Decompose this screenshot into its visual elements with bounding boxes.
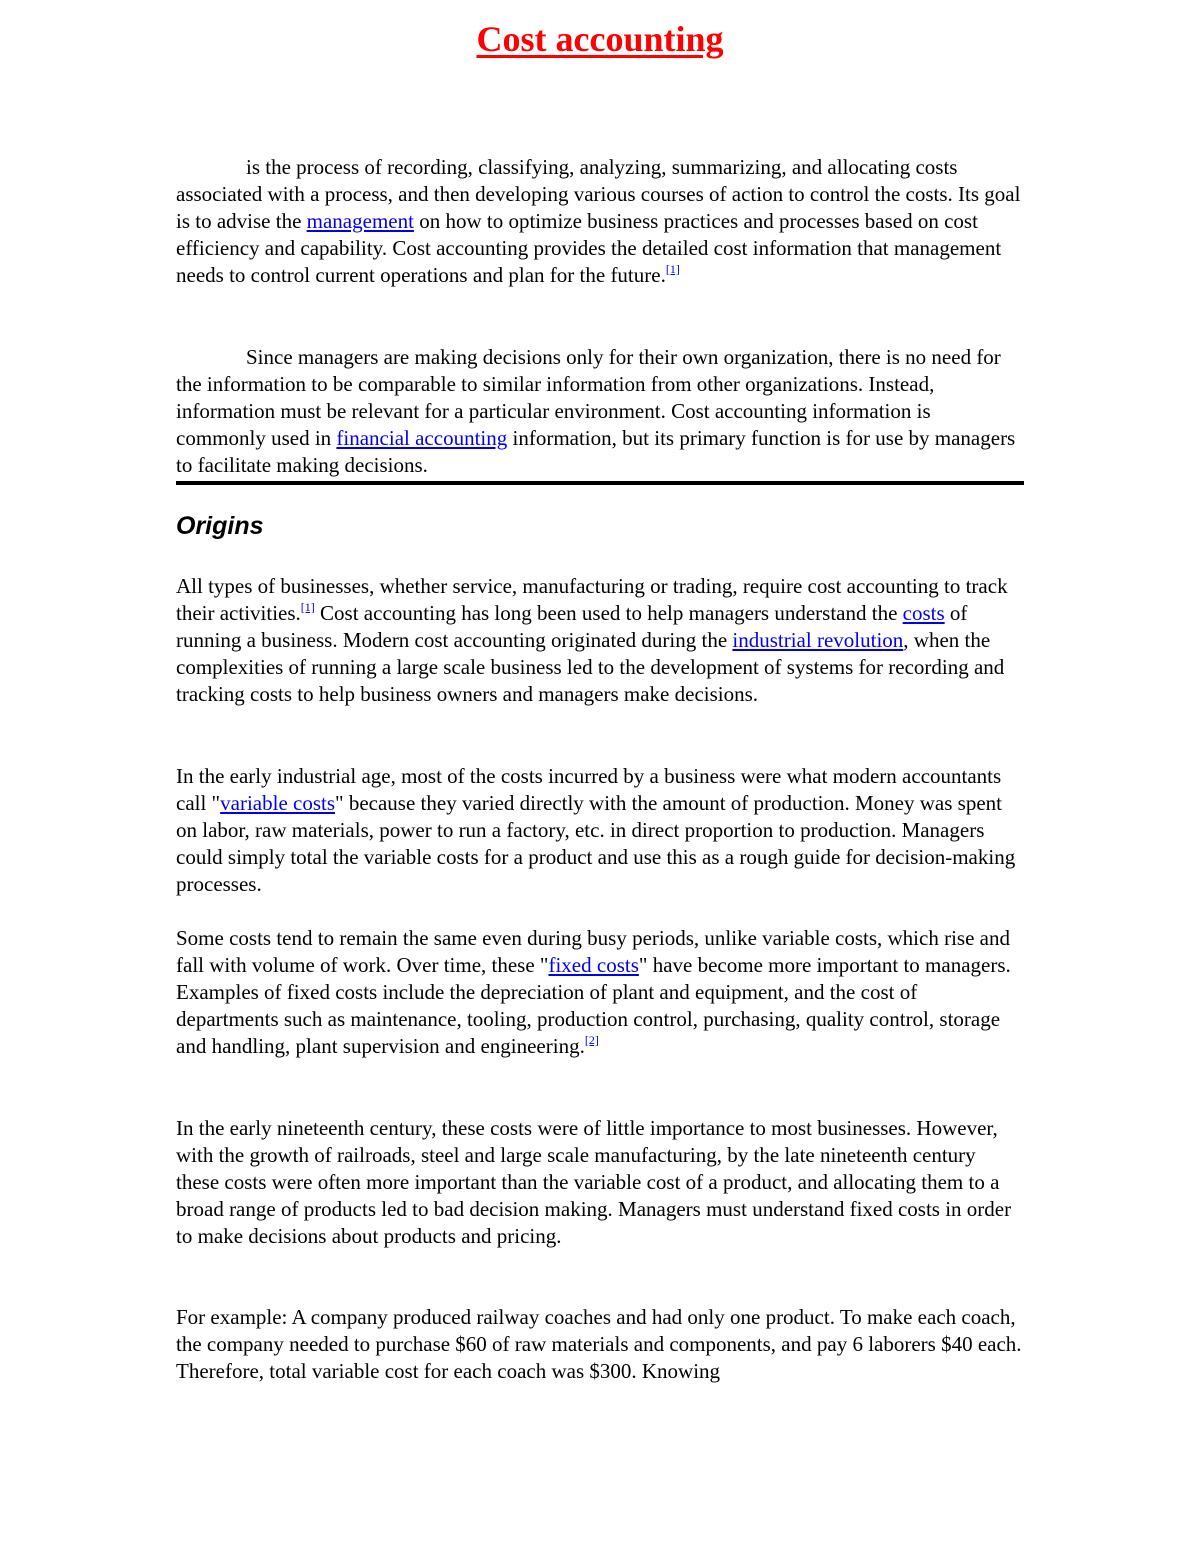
industrial-revolution-link[interactable]: industrial revolution xyxy=(732,628,904,652)
citation-link-1b[interactable]: [1] xyxy=(300,600,315,614)
intro-p2-text-1: Since managers are making decisions only for their own organization, there is no need for the information to be comparable to similar information from other organizations. Instead, information must be relevant for a particular environment. Cost accounting information is commonly used in xyxy=(176,345,1001,450)
document-title: Cost accounting xyxy=(476,19,724,59)
origins-paragraph-1 xyxy=(176,573,1024,708)
citation-link-2[interactable]: [2] xyxy=(584,1033,599,1047)
origins-p3-text-1: Some costs tend to remain the same even during busy periods, unlike variable costs, which rise and fall with volume of work. Over time, these " xyxy=(176,926,1010,977)
variable-costs-link[interactable]: variable costs xyxy=(220,791,336,815)
fixed-costs-link[interactable]: fixed costs xyxy=(548,953,639,977)
origins-p1-text-4: , when the complexities of running a large scale business led to the development of systems for recording and tracking costs to help business owners and managers make decisions. xyxy=(176,628,1005,706)
origins-p1-text-1: All types of businesses, whether service, manufacturing or trading, require cost accounting to track their activities. xyxy=(176,574,1008,625)
origins-p1-text-3: of running a business. Modern cost accounting originated during the xyxy=(176,601,968,652)
section-divider xyxy=(176,481,1024,485)
origins-paragraph-4: In the early nineteenth century, these costs were of little importance to most businesses. However, with the growth of railroads, steel and large scale manufacturing, by the late nineteenth century these costs were often more important than the variable cost of a product, and allocating them to a broad range of products led to bad decision making. Managers must understand fixed costs in order to make decisions about products and pricing. xyxy=(176,1116,1012,1248)
management-link[interactable]: management xyxy=(306,209,414,233)
intro-p1-text-1: is the process of recording, classifying, analyzing, summarizing, and allocating costs associated with a process, and then developing various courses of action to control the costs. Its goal is to advise the xyxy=(176,155,1021,233)
origins-paragraph-5: For example: A company produced railway coaches and had only one product. To make each coach, the company needed to purchase $60 of raw materials and components, and pay 6 laborers $40 each. Therefore, total variable cost for each coach was $300. Knowing xyxy=(176,1305,1022,1383)
origins-heading: Origins xyxy=(176,512,264,540)
origins-p1-text-2: Cost accounting has long been used to help managers understand the xyxy=(314,601,903,625)
origins-paragraph-2 xyxy=(176,763,1024,898)
intro-paragraph-2 xyxy=(176,344,1024,479)
costs-link[interactable]: costs xyxy=(902,601,945,625)
origins-p2-text-1: In the early industrial age, most of the costs incurred by a business were what modern accountants call " xyxy=(176,764,1002,815)
intro-p1-text-2: on how to optimize business practices and processes based on cost efficiency and capability. Cost accounting provides the detailed cost information that management needs to control current operations and plan for the future. xyxy=(176,209,1002,287)
financial-accounting-link[interactable]: financial accounting xyxy=(336,426,508,450)
citation-link-1[interactable]: [1] xyxy=(665,262,680,276)
intro-paragraph-1 xyxy=(176,154,1024,289)
origins-p2-text-2: " because they varied directly with the amount of production. Money was spent on labor, raw materials, power to run a factory, etc. in direct proportion to production. Managers could simply total the variable costs for a product and use this as a rough guide for decision-making processes. xyxy=(176,791,1016,896)
origins-paragraph-3 xyxy=(176,925,1024,1060)
intro-p2-text-2: information, but its primary function is for use by managers to facilitate making decisions. xyxy=(176,426,1016,477)
origins-p3-text-2: " have become more important to managers. Examples of fixed costs include the depreciation of plant and equipment, and the cost of departments such as maintenance, tooling, production control, purchasing, quality control, storage and handling, plant supervision and engineering. xyxy=(176,953,1011,1058)
